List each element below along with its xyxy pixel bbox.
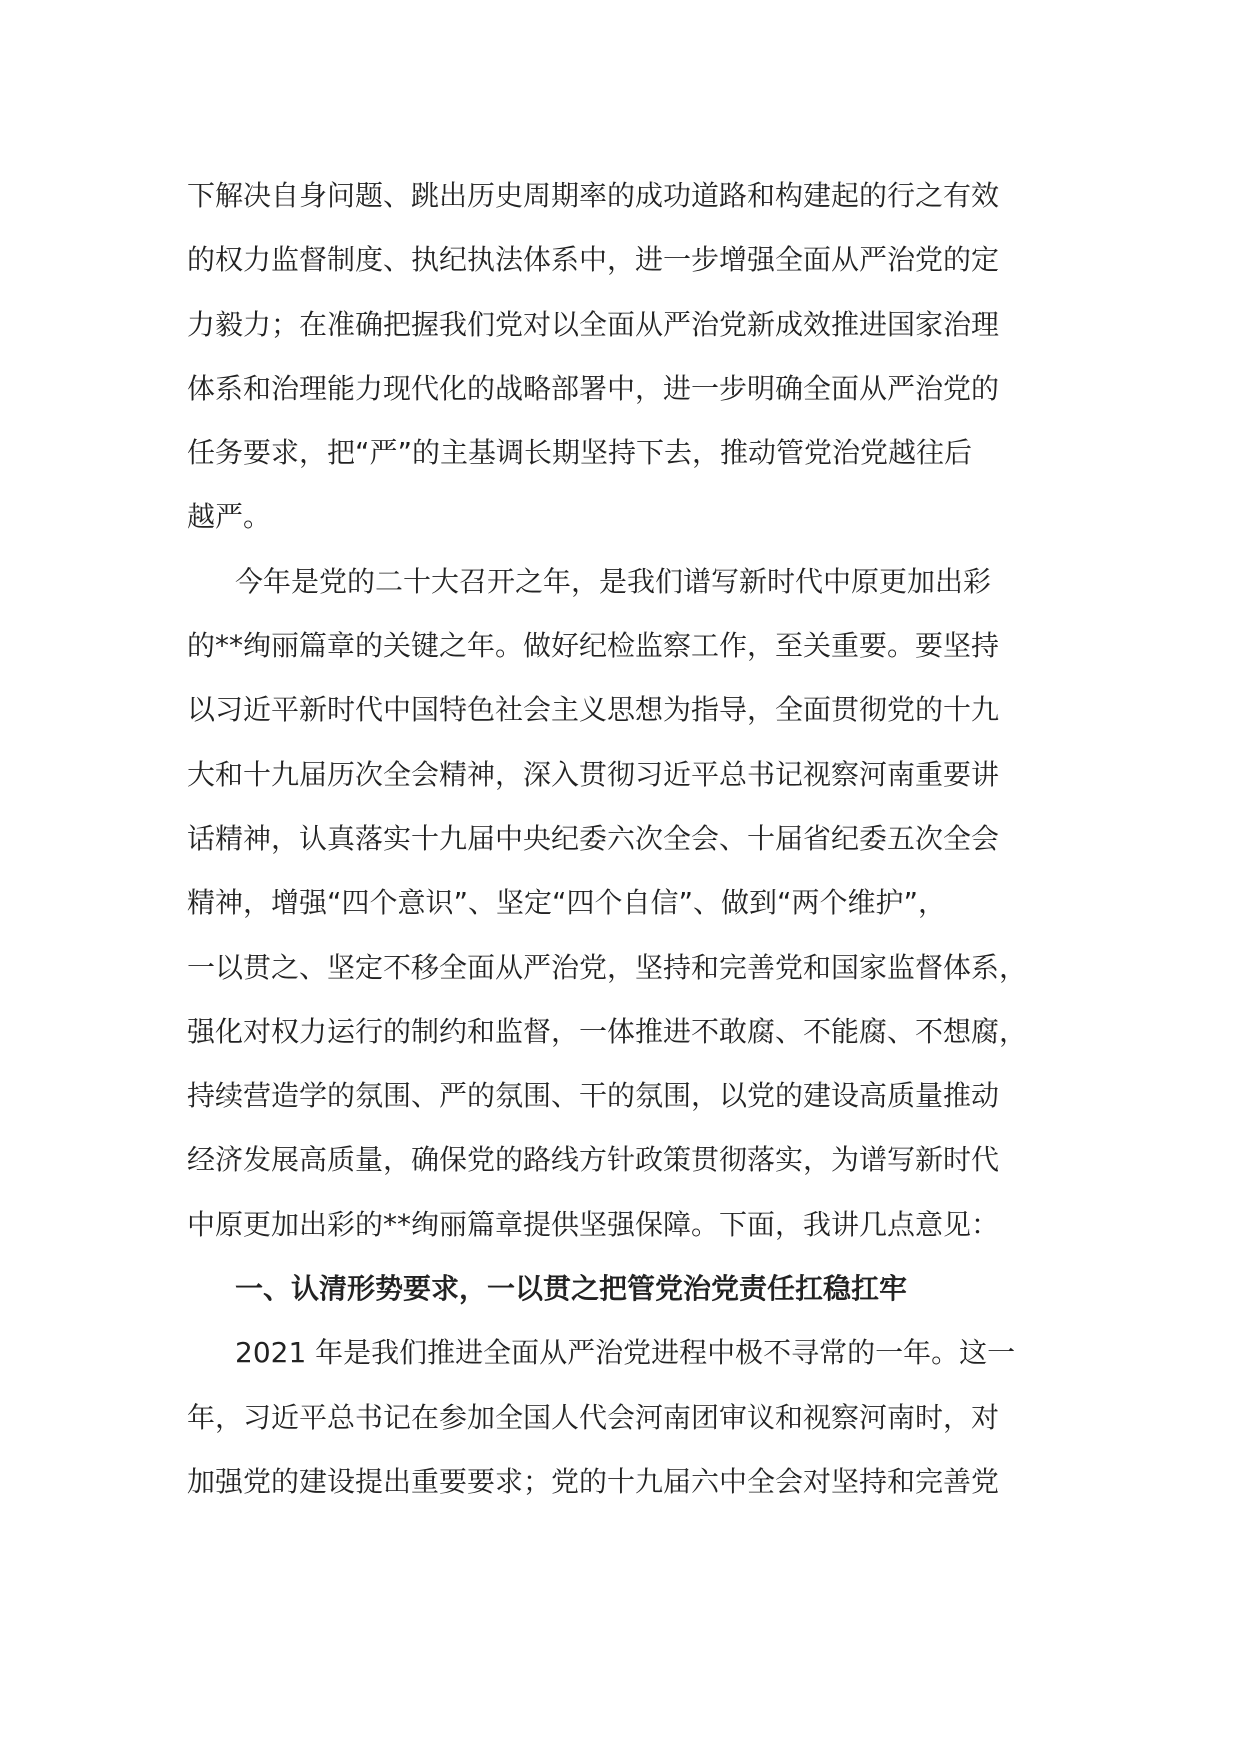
- paragraph-line: 越严。: [187, 500, 272, 534]
- paragraph-line: 下解决自身问题、跳出历史周期率的成功道路和构建起的行之有效: [187, 179, 1000, 212]
- paragraph-line: 年，习近平总书记在参加全国人代会河南团审议和视察河南时，对: [187, 1400, 1000, 1434]
- paragraph-line: 体系和治理能力现代化的战略部署中，进一步明确全面从严治党的: [187, 371, 1000, 405]
- paragraph-line: 加强党的建设提出重要要求；党的十九届六中全会对坚持和完善党: [187, 1464, 1000, 1498]
- paragraph-line: 持续营造学的氛围、严的氛围、干的氛围，以党的建设高质量推动: [187, 1079, 1000, 1113]
- document-body: [187, 164, 1077, 1514]
- paragraph-line: 力毅力；在准确把握我们党对以全面从严治党新成效推进国家治理: [187, 307, 1000, 341]
- paragraph-line: 2021 年是我们推进全面从严治党进程中极不寻常的一年。这一: [235, 1336, 1016, 1370]
- paragraph-line: 任务要求，把“严”的主基调长期坚持下去，推动管党治党越往后: [187, 436, 973, 470]
- paragraph-line: 话精神，认真落实十九届中央纪委六次全会、十届省纪委五次全会: [187, 821, 1000, 855]
- paragraph-line: 今年是党的二十大召开之年，是我们谱写新时代中原更加出彩: [235, 564, 992, 598]
- paragraph-line: 精神，增强“四个意识”、坚定“四个自信”、做到“两个维护”，: [187, 886, 947, 920]
- paragraph-line: 的**绚丽篇章的关键之年。做好纪检监察工作，至关重要。要坚持: [187, 629, 1000, 663]
- paragraph-line: 的权力监督制度、执纪执法体系中，进一步增强全面从严治党的定: [187, 243, 1000, 277]
- paragraph-line: 以习近平新时代中国特色社会主义思想为指导，全面贯彻党的十九: [187, 693, 1000, 727]
- paragraph-line: 经济发展高质量，确保党的路线方针政策贯彻落实，为谱写新时代: [187, 1143, 1000, 1177]
- paragraph-line: 一以贯之、坚定不移全面从严治党，坚持和完善党和国家监督体系，: [187, 950, 1028, 984]
- paragraph-line: 大和十九届历次全会精神，深入贯彻习近平总书记视察河南重要讲: [187, 757, 1000, 791]
- section-heading: 一、认清形势要求，一以贯之把管党治党责任扛稳扛牢: [235, 1272, 908, 1306]
- paragraph-line: 中原更加出彩的**绚丽篇章提供坚强保障。下面，我讲几点意见：: [187, 1207, 1000, 1241]
- paragraph-line: 强化对权力运行的制约和监督，一体推进不敢腐、不能腐、不想腐，: [187, 1014, 1028, 1048]
